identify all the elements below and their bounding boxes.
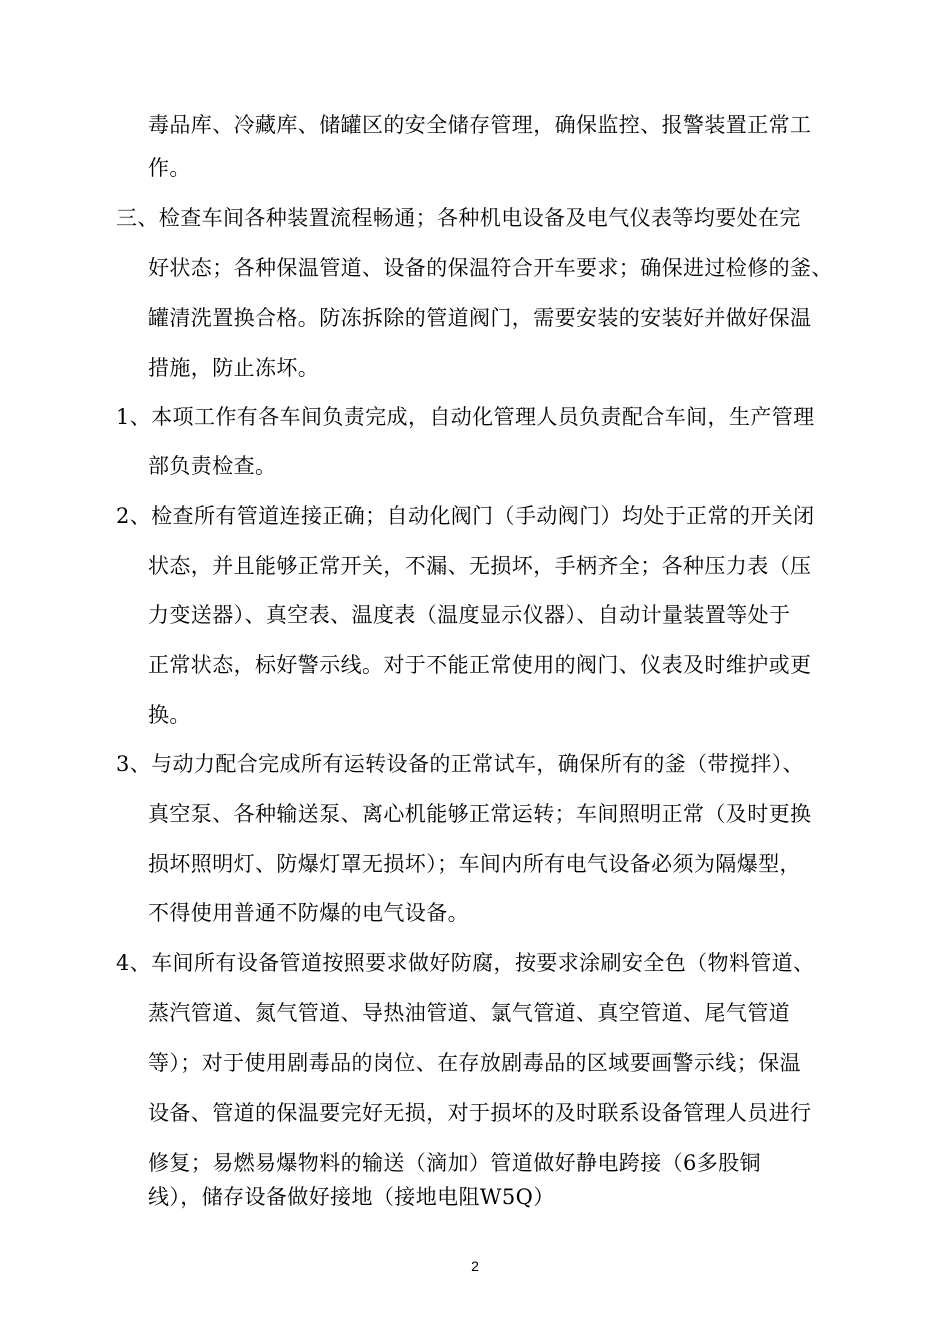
text-line: 真空泵、各种输送泵、离心机能够正常运转；车间照明正常（及时更换 — [148, 802, 812, 826]
text-line: 换。 — [148, 703, 191, 727]
text-line: 蒸汽管道、氮气管道、导热油管道、氯气管道、真空管道、尾气管道 — [148, 1001, 790, 1025]
text-line: 毒品库、冷藏库、储罐区的安全储存管理，确保监控、报警装置正常工 — [148, 113, 812, 137]
text-line: 设备、管道的保温要完好无损，对于损坏的及时联系设备管理人员进行 — [148, 1101, 812, 1125]
text-line: 正常状态，标好警示线。对于不能正常使用的阀门、仪表及时维护或更 — [148, 653, 812, 677]
page-number: 2 — [471, 1258, 479, 1274]
text-line: 力变送器）、真空表、温度表（温度显示仪器）、自动计量装置等处于 — [148, 603, 791, 627]
section-heading-3: 三、检查车间各种装置流程畅通；各种机电设备及电气仪表等均要处在完 — [116, 206, 801, 230]
text-line: 部负责检查。 — [148, 454, 277, 478]
list-item-1: 1、本项工作有各车间负责完成，自动化管理人员负责配合车间，生产管理 — [116, 405, 815, 429]
text-line: 措施，防止冻坏。 — [148, 356, 320, 380]
text-line: 作。 — [148, 156, 191, 180]
text-line: 等）；对于使用剧毒品的岗位、在存放剧毒品的区域要画警示线；保温 — [148, 1051, 801, 1075]
text-line: 状态，并且能够正常开关，不漏、无损坏，手柄齐全；各种压力表（压 — [148, 554, 812, 578]
text-line: 罐清洗置换合格。防冻拆除的管道阀门，需要安装的安装好并做好保温 — [148, 306, 812, 330]
list-item-2: 2、检查所有管道连接正确；自动化阀门（手动阀门）均处于正常的开关闭 — [116, 504, 815, 528]
text-line: 修复；易燃易爆物料的输送（滴加）管道做好静电跨接（6多股铜 — [148, 1151, 761, 1175]
text-line: 损坏照明灯、防爆灯罩无损坏）；车间内所有电气设备必须为隔爆型， — [148, 852, 801, 876]
text-line: 好状态；各种保温管道、设备的保温符合开车要求；确保进过检修的釜、 — [148, 256, 833, 280]
text-line: 线），储存设备做好接地（接地电阻W5Q） — [148, 1185, 555, 1209]
list-item-3: 3、与动力配合完成所有运转设备的正常试车，确保所有的釜（带搅拌）、 — [116, 752, 805, 776]
list-item-4: 4、车间所有设备管道按照要求做好防腐，按要求涂刷安全色（物料管道、 — [116, 951, 815, 975]
text-line: 不得使用普通不防爆的电气设备。 — [148, 901, 469, 925]
